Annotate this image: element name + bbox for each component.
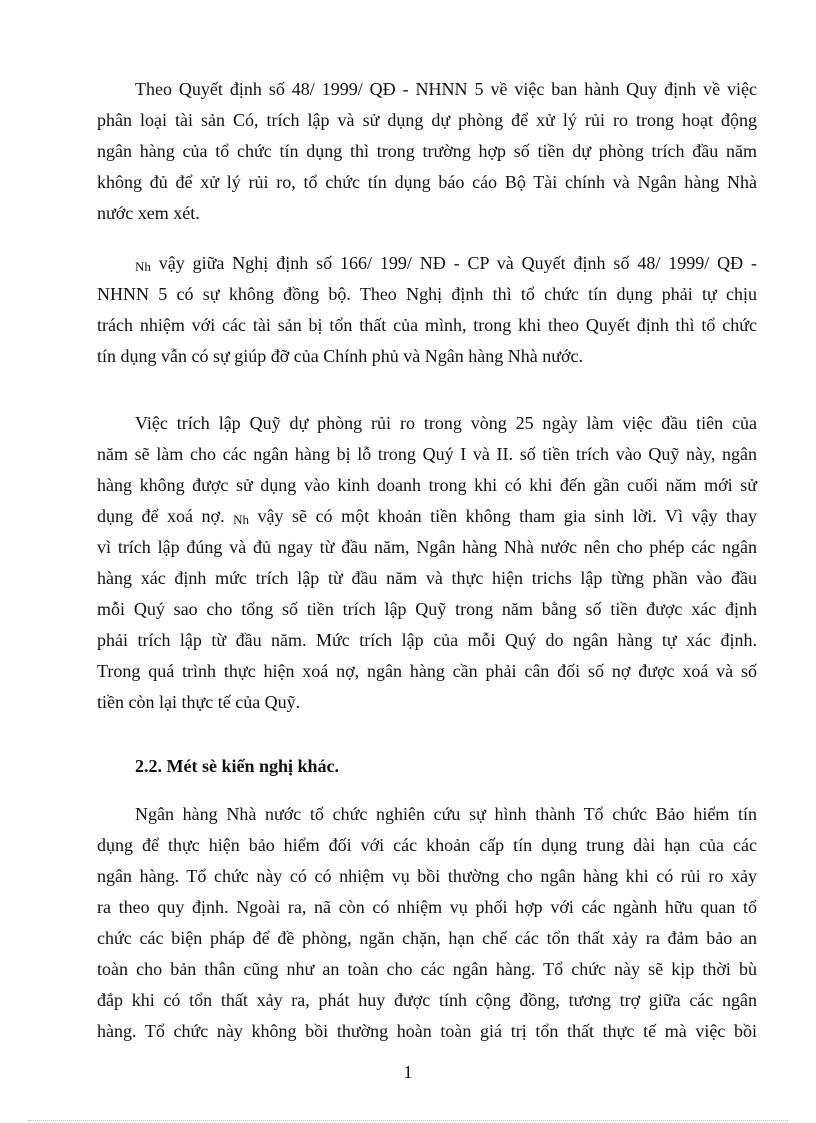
- paragraph-4: [97, 799, 757, 1047]
- text-line: hàng. Tổ chức này không bồi thường hoàn toàn giá trị tổn thất thực tế mà việc bồi: [97, 1021, 757, 1041]
- text-line: tín dụng vẫn có sự giúp đỡ của Chính phủ và Ngân hàng Nhà nước.: [97, 346, 583, 366]
- text-line: phân loại tài sản Có, trích lập và sử dụng dự phòng để xử lý rủi ro trong hoạt động: [97, 110, 757, 130]
- text-line: không đủ để xử lý rủi ro, tổ chức tín dụng báo cáo Bộ Tài chính và Ngân hàng Nhà: [97, 172, 757, 192]
- text-line: vì trích lập đúng và đủ ngay từ đầu năm, Ngân hàng Nhà nước nên cho phép các ngân: [97, 537, 757, 557]
- text-line: trách nhiệm với các tài sản bị tổn thất của mình, trong khi theo Quyết định thì tổ chức: [97, 315, 757, 335]
- text-line: tiền còn lại thực tế của Quỹ.: [97, 692, 301, 712]
- paragraph-2: [97, 248, 757, 372]
- nh-fragment: Nh: [233, 512, 249, 527]
- paragraph-3: [97, 408, 757, 718]
- text-line: ra theo quy định. Ngoài ra, nã còn có nhiệm vụ phối hợp với các ngành hữu quan tổ: [97, 897, 757, 917]
- text-line: mỗi Quý sao cho tổng số tiền trích lập Quỹ trong năm bằng số tiền được xác định: [97, 599, 757, 619]
- text-fragment: vậy sẽ có một khoản tiền không tham gia sinh lời. Vì vậy thay: [249, 506, 757, 526]
- page-number: 1: [403, 1062, 413, 1082]
- text-line: đắp khi có tổn thất xảy ra, phát huy được tính cộng đồng, tương trợ giữa các ngân: [97, 990, 757, 1010]
- text-line: Việc trích lập Quỹ dự phòng rủi ro trong vòng 25 ngày làm việc đầu tiên của: [135, 413, 757, 433]
- text-line: [97, 501, 757, 532]
- text-line: ngân hàng. Tổ chức này có có nhiệm vụ bồi thường cho ngân hàng khi có rủi ro xảy: [97, 866, 757, 886]
- text-fragment: dụng để xoá nợ.: [97, 506, 234, 526]
- text-line: Theo Quyết định số 48/ 1999/ QĐ - NHNN 5 về việc ban hành Quy định về việc: [135, 79, 757, 99]
- text-line: Ngân hàng Nhà nước tổ chức nghiên cứu sự hình thành Tổ chức Bảo hiểm tín: [135, 804, 757, 824]
- section-heading: 2.2. Mét sè kiến nghị khác.: [135, 756, 340, 776]
- text-line: phải trích lập từ đầu năm. Mức trích lập của mỗi Quý do ngân hàng tự xác định.: [97, 630, 757, 650]
- text-line: dụng để thực hiện bảo hiểm đối với các khoản cấp tín dụng trung dài hạn của các: [97, 835, 757, 855]
- text-line: NHNN 5 có sự không đồng bộ. Theo Nghị định thì tổ chức tín dụng phải tự chịu: [97, 284, 757, 304]
- nh-fragment: Nh: [135, 259, 151, 274]
- text-line: [97, 248, 757, 279]
- footer-divider: [28, 1120, 788, 1121]
- text-line: Trong quá trình thực hiện xoá nợ, ngân hàng cần phải cân đối số nợ được xoá và số: [97, 661, 757, 681]
- text-line: ngân hàng của tổ chức tín dụng thì trong trường hợp số tiền dự phòng trích đầu năm: [97, 141, 757, 161]
- text-line: hàng xác định mức trích lập từ đầu năm và thực hiện trichs lập từng phần vào đầu: [97, 568, 757, 588]
- text-fragment: vậy giữa Nghị định số 166/ 199/ NĐ - CP và Quyết định số 48/ 1999/ QĐ -: [150, 253, 757, 273]
- text-line: nước xem xét.: [97, 203, 200, 223]
- text-line: toàn cho bản thân cũng như an toàn cho các ngân hàng. Tổ chức này sẽ kịp thời bù: [97, 959, 757, 979]
- text-line: hàng không được sử dụng vào kinh doanh trong khi có khi đến gần cuối năm mới sử: [97, 475, 757, 495]
- text-line: năm sẽ làm cho các ngân hàng bị lỗ trong Quý I và II. số tiền trích vào Quỹ này, ngân: [97, 444, 757, 464]
- paragraph-1: [97, 74, 757, 229]
- text-line: chức các biện pháp để đề phòng, ngăn chặn, hạn chế các tổn thất xảy ra đảm bảo an: [97, 928, 757, 948]
